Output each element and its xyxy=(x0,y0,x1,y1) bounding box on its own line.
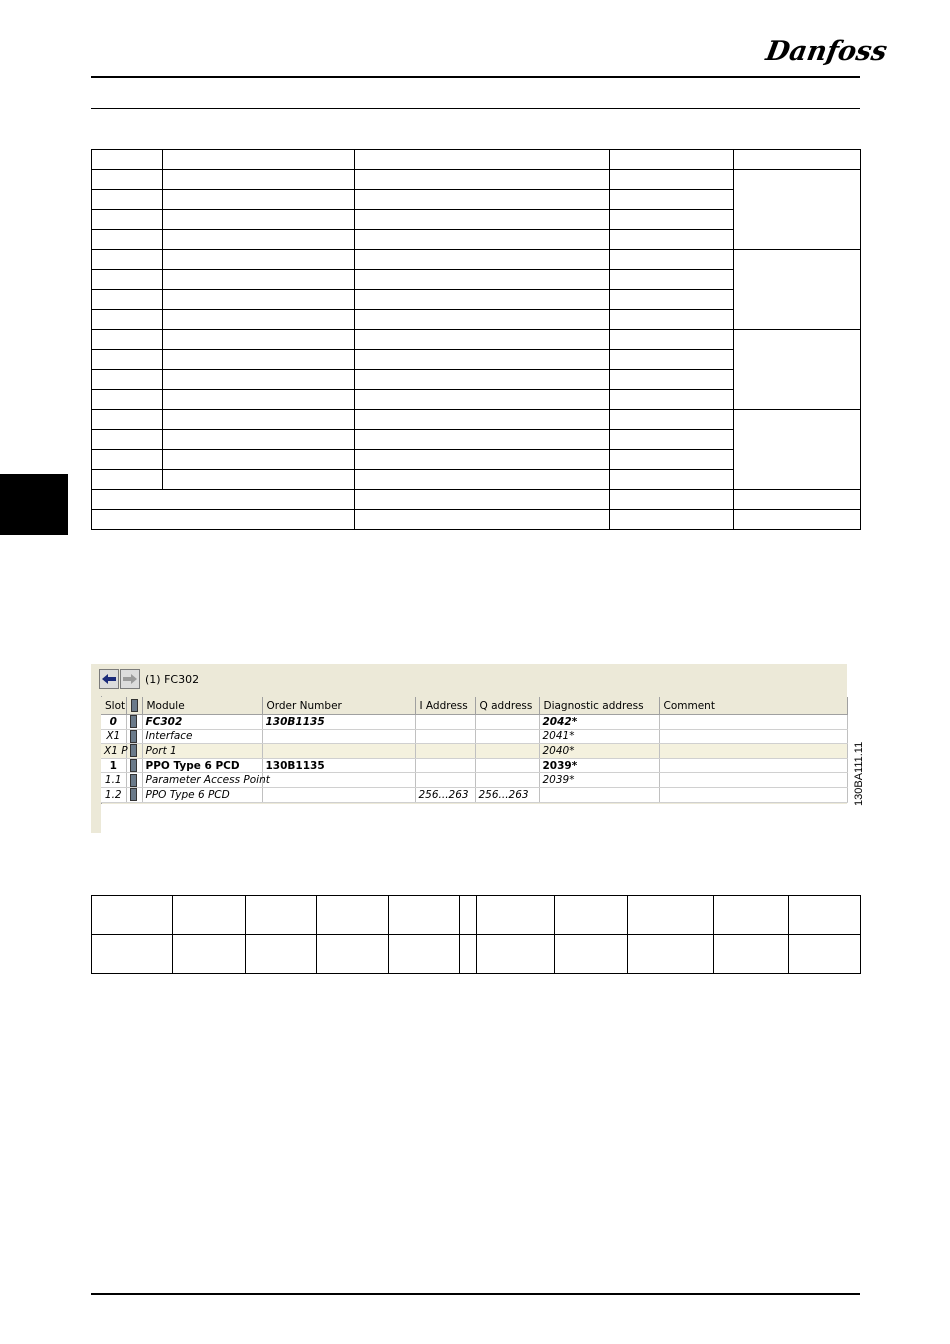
col-comment[interactable]: Comment xyxy=(659,697,847,715)
col-order-number[interactable]: Order Number xyxy=(262,697,415,715)
table-row[interactable]: X1 Interface 2041* xyxy=(101,729,847,744)
module-table xyxy=(101,697,848,803)
danfoss-logo xyxy=(763,30,890,70)
table-row[interactable]: 1.2 PPO Type 6 PCD 256...263 256...263 xyxy=(101,787,847,802)
col-icon[interactable] xyxy=(126,697,142,715)
header-rule-bottom xyxy=(91,108,860,109)
hw-config-screenshot xyxy=(91,664,847,833)
module-icon xyxy=(130,759,137,772)
header-rule-top xyxy=(91,76,860,78)
col-module[interactable]: Module xyxy=(142,697,262,715)
module-icon xyxy=(131,699,138,712)
parameter-table xyxy=(91,149,861,530)
col-diagnostic-address[interactable]: Diagnostic address xyxy=(539,697,659,715)
figure-reference-text: 130BA111.11 xyxy=(853,741,865,806)
figure-reference xyxy=(848,736,868,806)
table-row[interactable]: 1.1 Parameter Access Point 2039* xyxy=(101,773,847,788)
chapter-tab xyxy=(0,474,68,535)
table-row[interactable]: X1 P Port 1 2040* xyxy=(101,744,847,759)
col-i-address[interactable]: I Address xyxy=(415,697,475,715)
table-row[interactable]: 1 PPO Type 6 PCD 130B1135 2039* xyxy=(101,758,847,773)
port-icon xyxy=(130,744,137,757)
hw-empty-area xyxy=(101,804,847,833)
submodule-icon xyxy=(130,774,137,787)
logo-lettering: Danfoss xyxy=(763,35,890,67)
station-title: (1) FC302 xyxy=(145,673,200,686)
back-button[interactable] xyxy=(99,669,119,689)
table-row[interactable]: 0 FC302 130B1135 2042* xyxy=(101,715,847,730)
ppo-table xyxy=(91,895,861,974)
device-icon xyxy=(130,715,137,728)
hw-toolbar xyxy=(91,664,847,696)
col-slot[interactable]: Slot xyxy=(101,697,126,715)
interface-icon xyxy=(130,730,137,743)
arrow-right-icon xyxy=(121,670,139,688)
footer-rule xyxy=(91,1293,860,1295)
col-q-address[interactable]: Q address xyxy=(475,697,539,715)
arrow-left-icon xyxy=(100,670,118,688)
forward-button[interactable] xyxy=(120,669,140,689)
submodule-icon xyxy=(130,788,137,801)
